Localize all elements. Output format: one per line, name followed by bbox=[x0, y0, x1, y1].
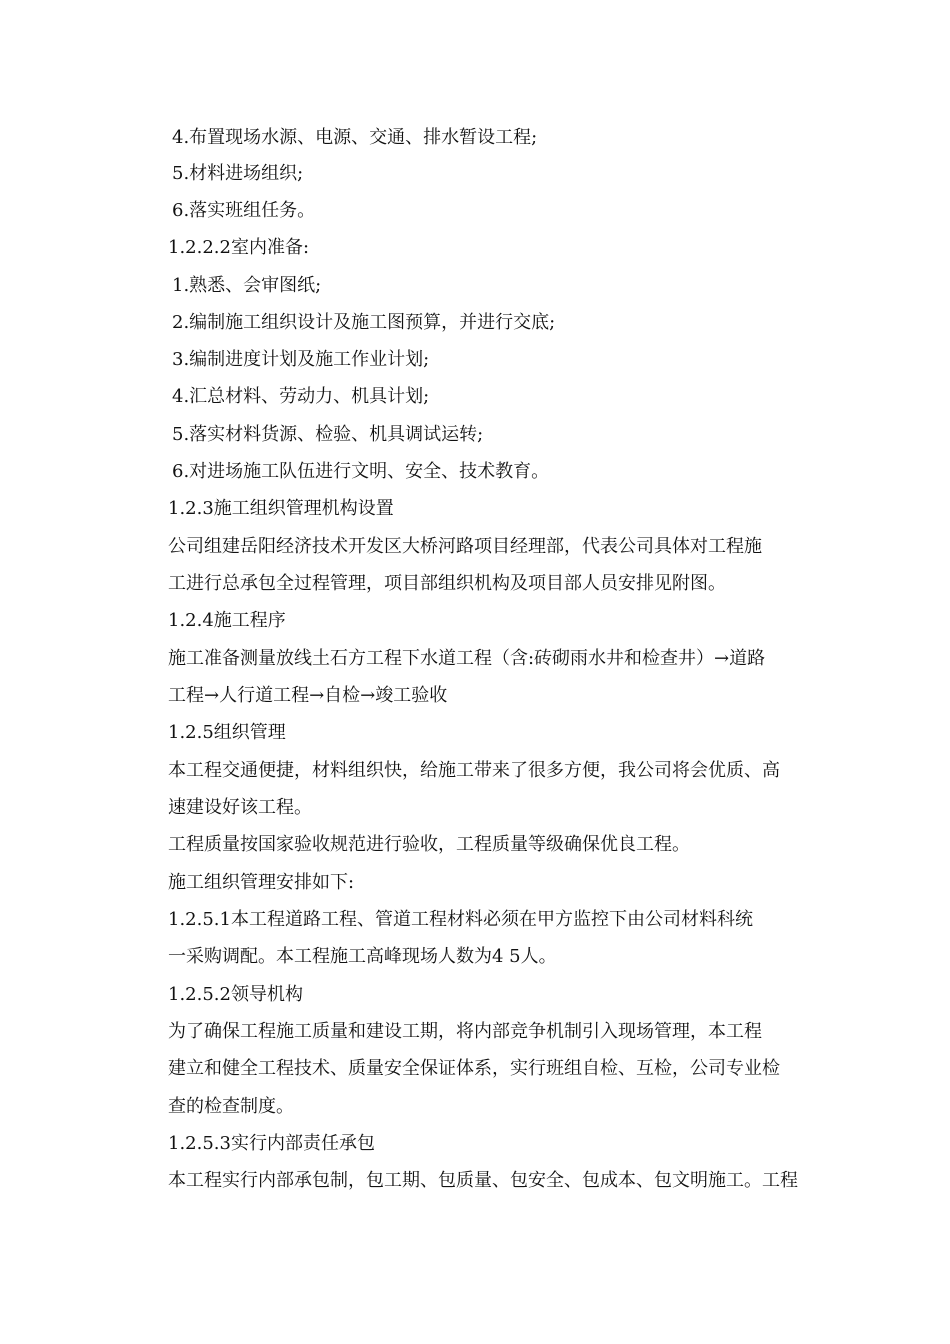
text-line: 5.材料进场组织; bbox=[172, 163, 304, 184]
text-line: 6.落实班组任务。 bbox=[172, 200, 316, 221]
section-heading: 1.2.3施工组织管理机构设置 bbox=[168, 498, 394, 519]
paragraph-line: 工程→人行道工程→自检→竣工验收 bbox=[168, 685, 448, 706]
text-line: 3.编制进度计划及施工作业计划; bbox=[172, 349, 430, 370]
paragraph-line: 施工准备测量放线土石方工程下水道工程（含:砖砌雨水井和检查井）→道路 bbox=[168, 648, 766, 669]
paragraph-line: 本工程交通便捷，材料组织快，给施工带来了很多方便，我公司将会优质、高 bbox=[168, 760, 780, 781]
text-line: 6.对进场施工队伍进行文明、安全、技术教育。 bbox=[172, 461, 550, 482]
paragraph-line: 速建设好该工程。 bbox=[168, 797, 312, 818]
paragraph-line: 工进行总承包全过程管理，项目部组织机构及项目部人员安排见附图。 bbox=[168, 573, 726, 594]
text-line: 1.熟悉、会审图纸; bbox=[172, 275, 322, 296]
text-line: 4.布置现场水源、电源、交通、排水暂设工程; bbox=[172, 127, 538, 148]
paragraph-line: 施工组织管理安排如下: bbox=[168, 872, 355, 893]
section-heading: 1.2.5.2领导机构 bbox=[168, 984, 303, 1005]
text-line: 2.编制施工组织设计及施工图预算，并进行交底; bbox=[172, 312, 556, 333]
paragraph-line: 一采购调配。本工程施工高峰现场人数为4 5人。 bbox=[168, 946, 557, 967]
text-line: 5.落实材料货源、检验、机具调试运转; bbox=[172, 424, 484, 445]
text-line: 4.汇总材料、劳动力、机具计划; bbox=[172, 386, 430, 407]
paragraph-line: 工程质量按国家验收规范进行验收，工程质量等级确保优良工程。 bbox=[168, 834, 690, 855]
paragraph-line: 公司组建岳阳经济技术开发区大桥河路项目经理部，代表公司具体对工程施 bbox=[168, 536, 762, 557]
paragraph-line: 查的检查制度。 bbox=[168, 1096, 294, 1117]
section-heading: 1.2.2.2室内准备: bbox=[168, 237, 310, 258]
paragraph-line: 为了确保工程施工质量和建设工期，将内部竞争机制引入现场管理，本工程 bbox=[168, 1021, 762, 1042]
paragraph-line: 本工程实行内部承包制，包工期、包质量、包安全、包成本、包文明施工。工程 bbox=[168, 1170, 798, 1191]
section-heading: 1.2.4施工程序 bbox=[168, 610, 286, 631]
paragraph-line: 建立和健全工程技术、质量安全保证体系，实行班组自检、互检，公司专业检 bbox=[168, 1058, 780, 1079]
section-heading: 1.2.5.1本工程道路工程、管道工程材料必须在甲方监控下由公司材料科统 bbox=[168, 909, 753, 930]
section-heading: 1.2.5.3实行内部责任承包 bbox=[168, 1133, 375, 1154]
section-heading: 1.2.5组织管理 bbox=[168, 722, 286, 743]
